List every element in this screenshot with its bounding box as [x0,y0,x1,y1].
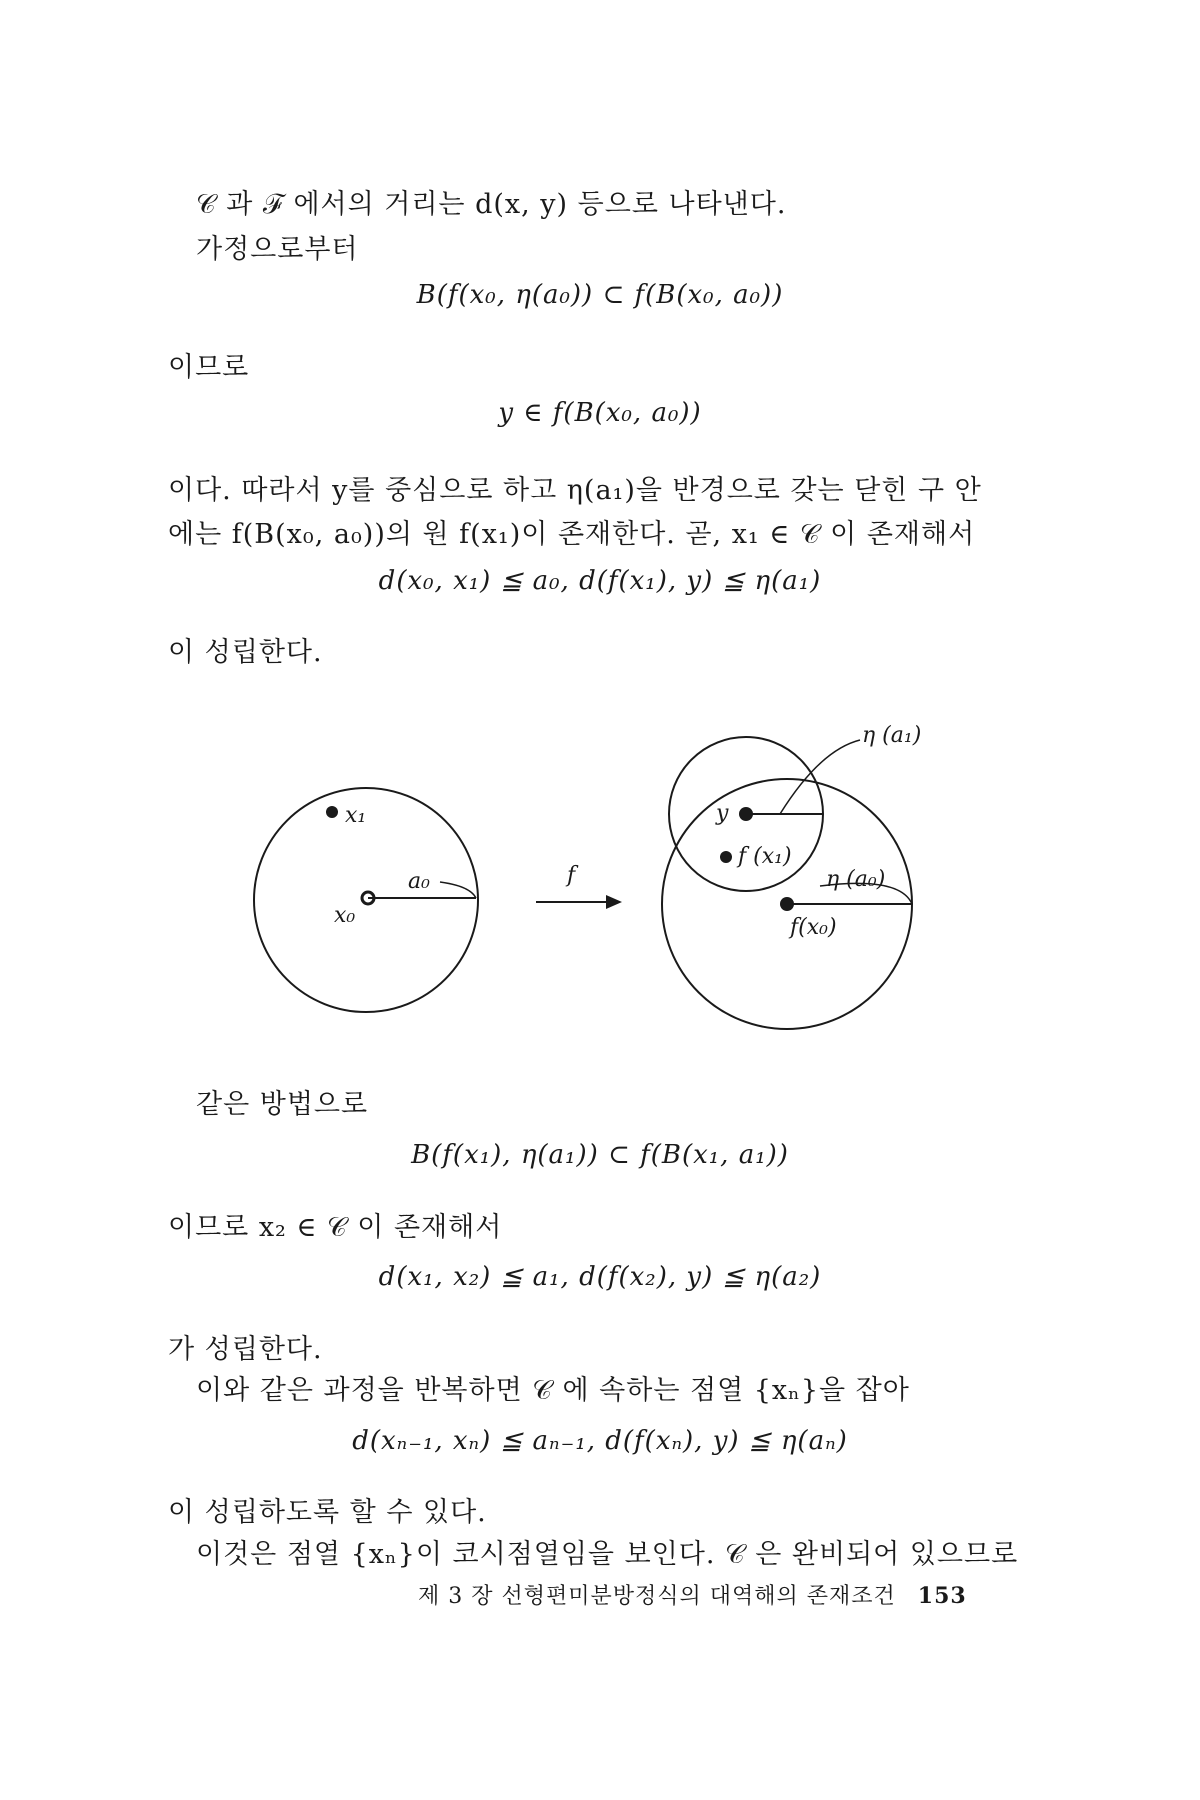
label-a0: a₀ [408,869,430,894]
equation: B(f(x₁), η(a₁)) ⊂ f(B(x₁, a₁)) [411,1140,789,1170]
equation: B(f(x₀, η(a₀)) ⊂ f(B(x₀, a₀)) [416,280,784,310]
chapter-title: 제 3 장 선형편미분방정식의 대역해의 존재조건 [418,1584,896,1609]
text-line: 𝒞 과 ℱ 에서의 거리는 d(x, y) 등으로 나타낸다. [196,189,787,220]
equation: d(x₁, x₂) ≦ a₁, d(f(x₂), y) ≦ η(a₂) [378,1262,822,1292]
text-line: 가 성립한다. [168,1334,323,1365]
point-x1 [326,806,338,818]
text-line: 가정으로부터 [196,234,359,265]
text-line: 이와 같은 과정을 반복하면 𝒞 에 속하는 점열 {xₙ}을 잡아 [196,1375,910,1406]
label-fx1: f (x₁) [738,844,792,869]
label-fx0: f(x₀) [790,915,837,940]
text-line: 이것은 점열 {xₙ}이 코시점열임을 보인다. 𝒞 은 완비되어 있으므로 [196,1539,1019,1570]
text-line: 이므로 [168,352,250,383]
point-fx1 [720,851,732,863]
label-eta-a1: η (a₁) [862,723,922,748]
balls-mapping-figure [0,690,1200,1050]
text-line: 이 성립한다. [168,637,323,668]
page-footer [418,1579,967,1610]
text-line: 이 성립하도록 할 수 있다. [168,1497,487,1528]
label-eta-a0: η (a₀) [826,867,886,892]
label-x0: x₀ [334,903,356,928]
equation: d(xₙ₋₁, xₙ) ≦ aₙ₋₁, d(f(xₙ), y) ≦ η(aₙ) [352,1426,848,1456]
label-f: f [567,863,576,888]
radius-a0-mark [440,882,476,898]
page-number: 153 [917,1583,967,1609]
equation: d(x₀, x₁) ≦ a₀, d(f(x₁), y) ≦ η(a₁) [378,566,822,596]
text-line: 이므로 x₂ ∈ 𝒞 이 존재해서 [168,1212,503,1243]
label-y: y [716,801,729,826]
text-line: 에는 f(B(x₀, a₀))의 원 f(x₁)이 존재한다. 곧, x₁ ∈ 𝒞 이 존재해서 [168,519,976,550]
text-line: 이다. 따라서 y를 중심으로 하고 η(a₁)을 반경으로 갖는 닫힌 구 안 [168,475,982,506]
text-line: 같은 방법으로 [196,1089,369,1120]
arrow-head [606,895,622,909]
equation: y ∈ f(B(x₀, a₀)) [498,398,702,428]
label-x1: x₁ [345,803,367,828]
